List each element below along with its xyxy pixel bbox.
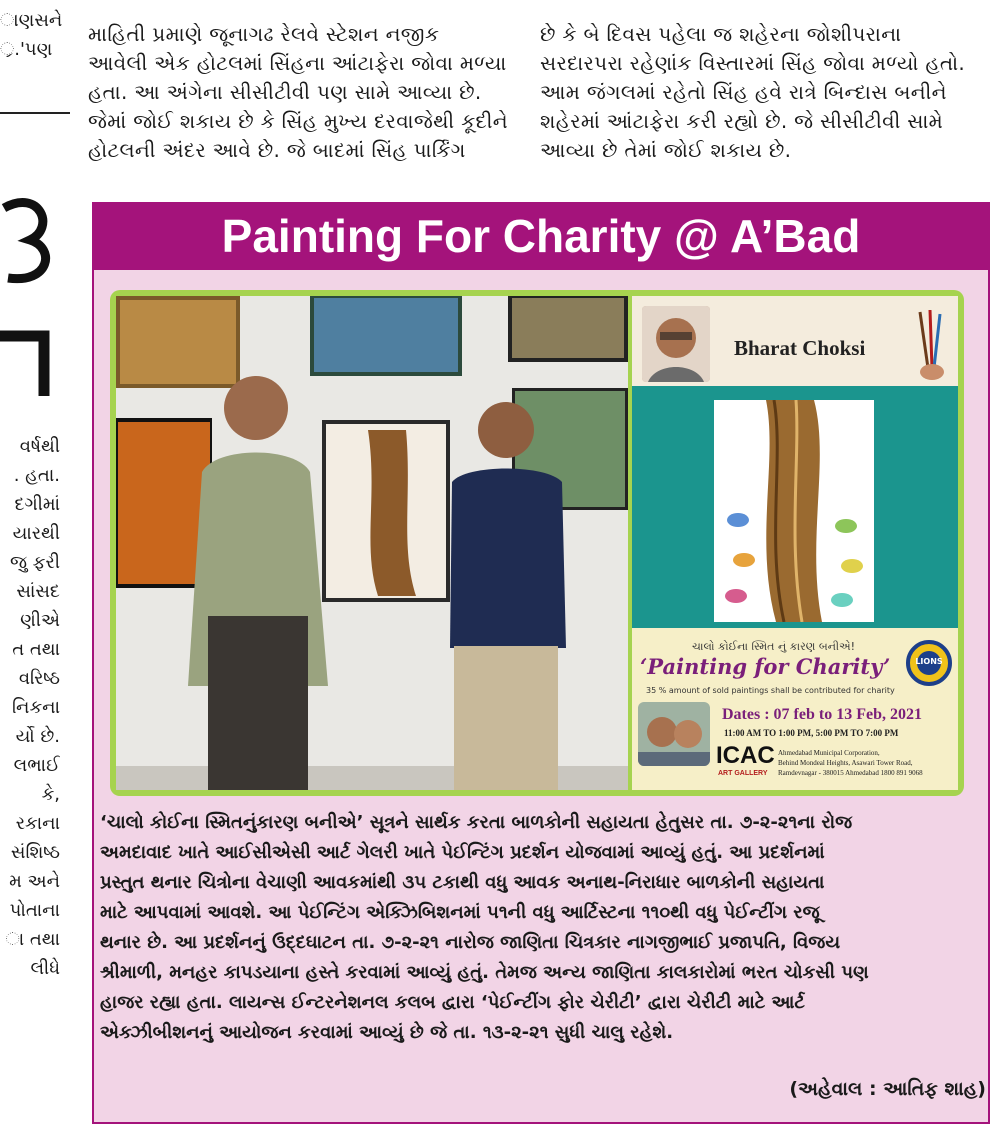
side-line: ણીએ — [20, 610, 60, 631]
address-line: Behind Mondeal Heights, Asawari Tower Road, — [778, 759, 913, 767]
side-line: ત તથા — [12, 639, 60, 660]
poster-dates: Dates : 07 feb to 13 Feb, 2021 — [722, 706, 922, 723]
body-line: અમદાવાદ ખાતે આઈસીએસી આર્ટ ગેલરી ખાતે પેઈન્ટિંગ પ્રદર્શન યોજવામાં આવ્યું હતું. આ પ્રદર્શનમાં — [100, 842, 825, 863]
side-line: ા તથા — [5, 929, 60, 950]
side-line: લભાઈ — [13, 755, 60, 776]
article-line: સરદારપરા રહેણાંક વિસ્તારમાં સિંહ જોવા મળ્યો હતો. — [540, 51, 966, 75]
article-line: આવ્યા છે તેમાં જોઈ શકાય છે. — [540, 138, 792, 162]
article-column-2 — [540, 20, 996, 165]
featured-painting — [714, 400, 874, 622]
headline-fragment-glyph-1 — [0, 188, 60, 288]
side-line: લીધે — [30, 958, 60, 979]
body-line: માટે આપવામાં આવશે. આ પેઈન્ટિંગ એક્ઝિબિશનમાં ૫૧ની વધુ આર્ટિસ્ટના ૧૧૦થી વધુ પેઈન્ટીંગ રજૂ — [100, 902, 820, 923]
left-column-side-fragment — [0, 432, 60, 983]
lions-logo — [906, 640, 952, 686]
icac-logo-sub: ART GALLERY — [718, 770, 768, 777]
side-line: દગીમાં — [14, 494, 60, 515]
side-line: પોતાના — [9, 900, 60, 921]
poster-times: 11:00 AM TO 1:00 PM, 5:00 PM TO 7:00 PM — [724, 728, 899, 738]
body-line: પ્રસ્તુત થનાર ચિત્રોના વેચાણી આવકમાંથી ૩૫ ટકાથી વધુ આવક અનાથ-નિરાધાર બાળકોની સહાયતા — [100, 872, 825, 893]
artist-photo — [642, 306, 710, 382]
article-line: માહિતી પ્રમાણે જૂનાગઢ રેલવે સ્ટેશન નજીક — [88, 22, 440, 46]
article-line: જેમાં જોઈ શકાય છે કે સિંહ મુખ્ય દરવાજેથી કૂદીને — [88, 109, 508, 133]
side-line: સાંસદ — [16, 581, 60, 602]
body-line: હાજર રહ્યા હતા. લાયન્સ ઈન્ટરનેશનલ કલબ દ્વારા ‘પેઈન્ટીંગ ફોર ચેરીટી’ દ્વારા ચેરીટી માટે આર્ટ — [100, 992, 805, 1013]
exhibition-photo — [116, 296, 628, 790]
artist-name: Bharat Choksi — [734, 336, 866, 360]
article-line: હતા. આ અંગેના સીસીટીવી પણ સામે આવ્યા છે. — [88, 80, 482, 104]
side-line: રકાના — [15, 813, 60, 834]
poster-tagline: ચાલો કોઈના સ્મિત નું કારણ બનીએ! — [692, 640, 856, 653]
headline-fragment-glyph-2 — [0, 322, 60, 402]
poster-address — [778, 748, 923, 778]
address-line: Ahmedabad Municipal Corporation, — [778, 749, 880, 757]
poster-charity-note: 35 % amount of sold paintings shall be contributed for charity — [646, 686, 895, 695]
feature-banner-title: Painting For Charity @ A’Bad — [92, 202, 990, 270]
column-divider-line — [0, 112, 70, 114]
side-line: યારથી — [12, 523, 60, 544]
children-photo — [638, 702, 710, 766]
feature-body-text — [100, 808, 988, 1048]
address-line: Ramdevnagar - 380015 Ahmedabad 1800 891 9068 — [778, 769, 923, 777]
side-line: જુ ફરી — [9, 552, 60, 573]
paintbrush-icon — [908, 308, 952, 382]
left-top-line: ાણસને — [0, 10, 62, 31]
body-line: એક્ઝીબીશનનું આયોજન કરવામાં આવ્યું છે જે તા. ૧૩-૨-૨૧ સુધી ચાલુ રહેશે. — [100, 1022, 674, 1043]
lions-logo-text: LIONS — [915, 657, 943, 666]
article-line: આવેલી એક હોટલમાં સિંહના આંટાફેરા જોવા મળ્યા — [88, 51, 507, 75]
left-column-top-fragment — [0, 6, 62, 64]
article-line: છે કે બે દિવસ પહેલા જ શહેરના જોશીપરાના — [540, 22, 902, 46]
article-line: આમ જંગલમાં રહેતો સિંહ હવે રાત્રે બિન્દાસ બનીને — [540, 80, 947, 104]
side-line: મ અને — [9, 871, 60, 892]
article-line: શહેરમાં આંટાફેરા કરી રહ્યો છે. જે સીસીટીવી સામે — [540, 109, 944, 133]
byline: (અહેવાલ : આતિફ શાહ) — [789, 1078, 986, 1100]
poster-event-title: ‘Painting for Charity’ — [640, 654, 891, 679]
body-line: થનાર છે. આ પ્રદર્શનનું ઉદ્દઘાટન તા. ૭-૨-૨૧ નારોજ જાણિતા ચિત્રકાર નાગજીભાઈ પ્રજાપતિ, વિજય — [100, 932, 841, 953]
body-line: ‘ચાલો કોઈના સ્મિતનુંકારણ બનીએ’ સૂત્રને સાર્થક કરતા બાળકોની સહાયતા હેતુસર તા. ૭-૨-૨૧ના રોજ — [100, 812, 853, 833]
side-line: વરિષ્ઠ — [18, 668, 60, 689]
icac-logo: ICAC — [716, 742, 775, 769]
event-poster — [632, 296, 958, 790]
article-line: હોટલની અંદર આવે છે. જે બાદમાં સિંહ પાર્કિંગ — [88, 138, 466, 162]
side-line: વર્ષથી — [19, 436, 60, 457]
left-top-line: ્ર.'પણ — [0, 39, 53, 60]
side-line: કે, — [41, 784, 60, 805]
side-line: નિકના — [11, 697, 60, 718]
side-line: . હતા. — [13, 465, 60, 486]
side-line: ર્યો છે. — [15, 726, 60, 747]
body-line: શ્રીમાળી, મનહર કાપડયાના હસ્તે કરવામાં આવ્યું હતું. તેમજ અન્ય જાણિતા કાલકારોમાં ભરત ચોકસી પણ — [100, 962, 869, 983]
side-line: સંશિષ્ઠ — [10, 842, 60, 863]
article-column-1 — [88, 20, 518, 165]
